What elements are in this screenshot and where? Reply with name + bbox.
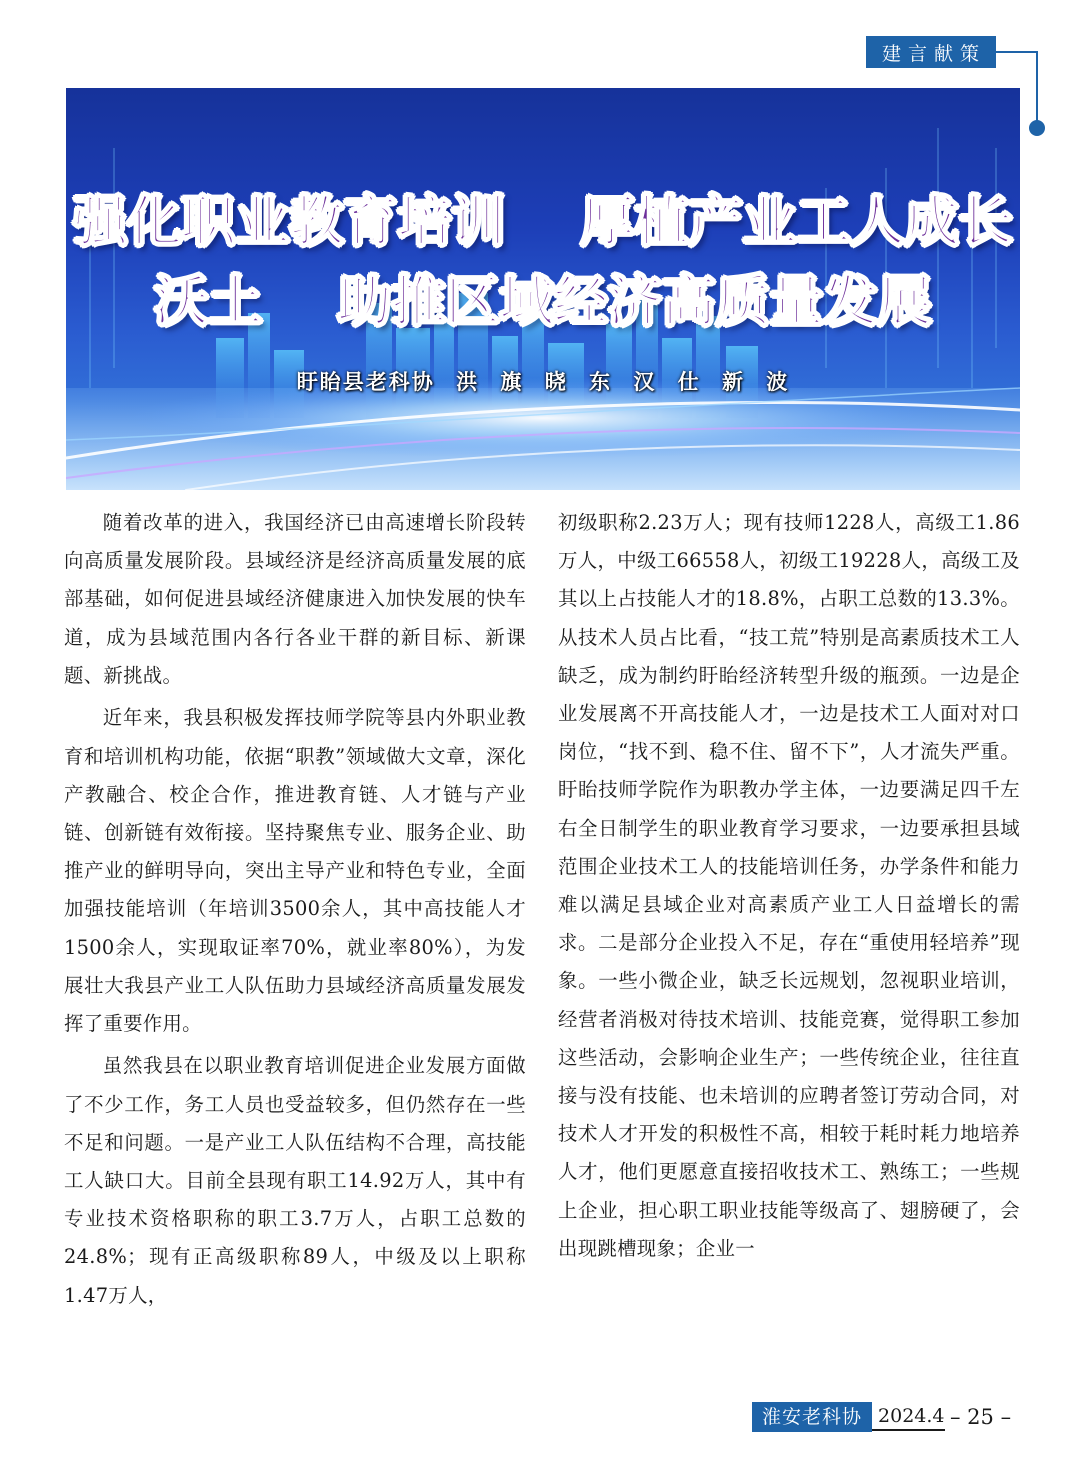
paragraph: 近年来，我县积极发挥技师学院等县内外职业教育和培训机构功能，依据“职教”领域做大文章，深化产教融合、校企合作，推进教育链、人才链与产业链、创新链有效衔接。坚持聚焦专业、服务企业、助推产业的鲜明导向，突出主导产业和特色专业，全面加强技能培训（年培训3500余人，其中高技能人才1500余人，实现取证率70%，就业率80%），为发展壮大我县产业工人队伍助力县域经济高质量发展发挥了重要作用。 [64,706,526,1035]
headline-line-2: 沃土 助推区域经济高质量发展 [154,270,932,333]
byline-author: 旗 [500,370,524,394]
paragraph: 初级职称2.23万人；现有技师1228人，高级工1.86万人，中级工66558人，初级工19228人，高级工及其以上占技能人才的18.8%，占职工总数的13.3%。从技术人员占比看，“技工荒”特别是高素质技术工人缺乏，成为制约盱眙经济转型升级的瓶颈。一边是企业发展离不开高技能人才，一边是技术工人面对对口岗位，“找不到、稳不住、留不下”，人才流失严重。盱眙技师学院作为职教办学主体，一边要满足四千左右全日制学生的职业教育学习要求，一边要承担县域范围企业技术工人的技能培训任务，办学条件和能力难以满足县域企业对高素质产业工人日益增长的需求。二是部分企业投入不足，存在“重使用轻培养”现象。一些小微企业，缺乏长远规划，忽视职业培训，经营者消极对待技术培训、技能竞赛，觉得职工参加这些活动，会影响企业生产；一些传统企业，往往直接与没有技能、也未培训的应聘者签订劳动合同，对技术人才开发的积极性不高，相较于耗时耗力地培养人才，他们更愿意直接招收技术工、熟练工；一些规上企业，担心职工职业技能等级高了、翅膀硬了，会出现跳槽现象；企业一 [558,511,1020,1260]
journal-name: 淮安老科协 [752,1402,872,1432]
page-number: – 25 – [950,1405,1012,1429]
right-column [558,504,1020,1272]
journal-issue: 2024.4 [872,1403,944,1431]
left-column [64,504,526,1319]
byline-org: 盱眙县老科协 [296,370,435,394]
byline-author: 汉 [633,370,657,394]
byline-author: 仕 [677,370,701,394]
headline-line-1: 强化职业教育培训 厚植产业工人成长 [73,190,1013,253]
tag-dot-icon [1029,120,1045,136]
tag-connector-vertical [1036,51,1038,127]
byline-author: 东 [589,370,612,394]
tag-connector-horizontal [996,51,1038,53]
byline-author: 洪 [456,370,480,394]
section-tag: 建言献策 [866,36,996,68]
byline-author: 波 [766,370,790,394]
paragraph: 随着改革的进入，我国经济已由高速增长阶段转向高质量发展阶段。县域经济是经济高质量发展的底部基础，如何促进县域经济健康进入加快发展的快车道，成为县域范围内各行各业干群的新目标、新课题、新挑战。 [64,511,526,687]
paragraph: 虽然我县在以职业教育培训促进企业发展方面做了不少工作，务工人员也受益较多，但仍然存在一些不足和问题。一是产业工人队伍结构不合理，高技能工人缺口大。目前全县现有职工14.92万人，其中有专业技术资格职称的职工3.7万人，占职工总数的24.8%；现有正高级职称89人，中级及以上职称1.47万人， [64,1054,526,1307]
title-banner [66,88,1020,490]
byline-author: 晓 [544,370,568,394]
byline [66,366,1020,396]
footer-journal [752,1402,945,1432]
byline-author: 新 [721,370,745,394]
